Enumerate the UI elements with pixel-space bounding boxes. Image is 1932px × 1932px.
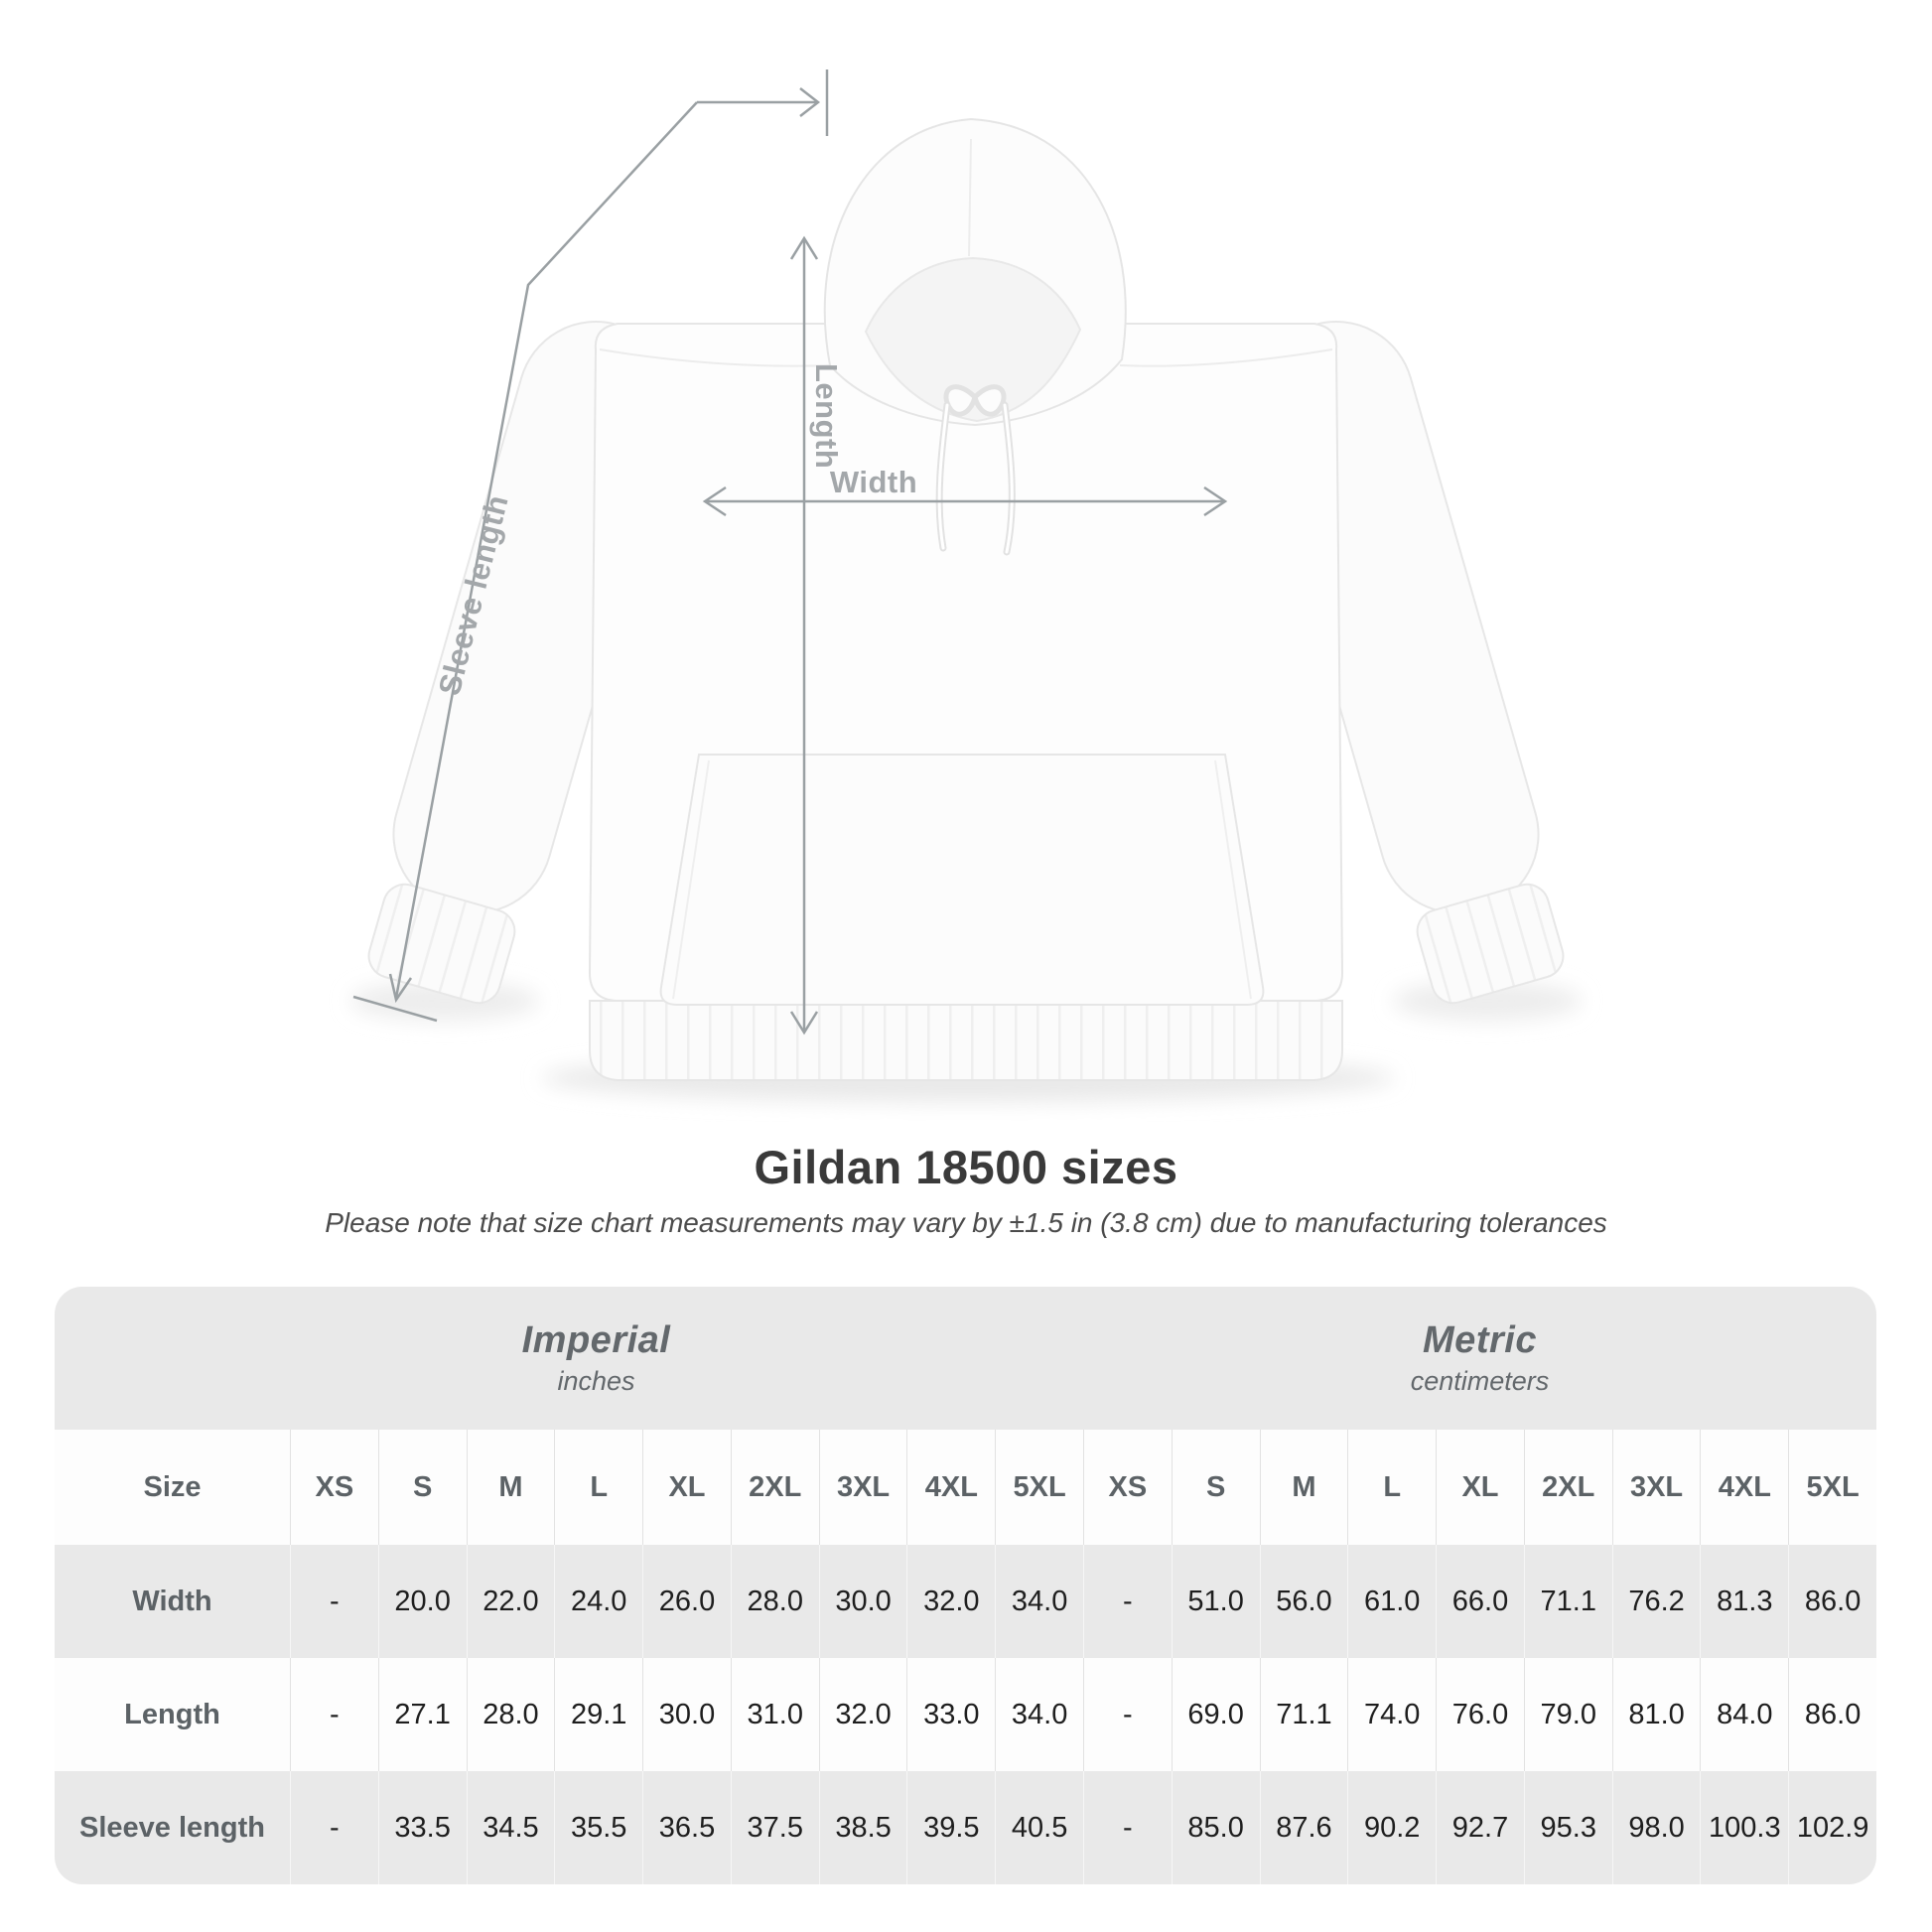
- value-cell: 34.0: [995, 1658, 1083, 1771]
- value-cell: 30.0: [642, 1658, 731, 1771]
- size-header-cell: 5XL: [995, 1430, 1083, 1545]
- size-header-cell: XS: [290, 1430, 378, 1545]
- value-cell: -: [1083, 1771, 1172, 1884]
- value-cell: 38.5: [819, 1771, 907, 1884]
- size-header-cell: S: [1172, 1430, 1260, 1545]
- size-header-cell: 3XL: [1612, 1430, 1701, 1545]
- value-cell: 71.1: [1260, 1658, 1348, 1771]
- row-label-cell: Width: [132, 1585, 212, 1617]
- value-cell: -: [290, 1658, 378, 1771]
- metric-label: Metric: [1423, 1319, 1537, 1361]
- value-cell: 40.5: [995, 1771, 1083, 1884]
- sleeve-length-label: Sleeve length: [431, 490, 515, 699]
- size-header-cell: 2XL: [731, 1430, 819, 1545]
- value-cell: -: [290, 1545, 378, 1658]
- value-cell: 22.0: [467, 1545, 555, 1658]
- size-header-cell: 5XL: [1788, 1430, 1876, 1545]
- value-cell: 79.0: [1524, 1658, 1612, 1771]
- size-header-cell: XL: [642, 1430, 731, 1545]
- value-cell: 92.7: [1436, 1771, 1524, 1884]
- size-header-cell: XS: [1083, 1430, 1172, 1545]
- row-label-cell: Length: [124, 1698, 220, 1730]
- imperial-unit: inches: [557, 1366, 635, 1396]
- size-table: [55, 1287, 1876, 1884]
- size-header-cell: 4XL: [906, 1430, 995, 1545]
- value-cell: 98.0: [1612, 1771, 1701, 1884]
- value-cell: 71.1: [1524, 1545, 1612, 1658]
- size-header-cell: M: [467, 1430, 555, 1545]
- imperial-label: Imperial: [521, 1319, 671, 1361]
- value-cell: 90.2: [1347, 1771, 1436, 1884]
- value-cell: 76.2: [1612, 1545, 1701, 1658]
- value-cell: -: [290, 1771, 378, 1884]
- value-cell: 81.0: [1612, 1658, 1701, 1771]
- imperial-group-header: [55, 1287, 1083, 1430]
- value-cell: 36.5: [642, 1771, 731, 1884]
- value-cell: 86.0: [1788, 1545, 1876, 1658]
- size-header-cell: S: [378, 1430, 467, 1545]
- value-cell: 33.0: [906, 1658, 995, 1771]
- value-cell: 87.6: [1260, 1771, 1348, 1884]
- value-cell: 29.1: [554, 1658, 642, 1771]
- value-cell: 39.5: [906, 1771, 995, 1884]
- value-cell: 56.0: [1260, 1545, 1348, 1658]
- hoodie-pocket: [661, 755, 1264, 1005]
- value-cell: 20.0: [378, 1545, 467, 1658]
- value-cell: 86.0: [1788, 1658, 1876, 1771]
- page-subtitle: Please note that size chart measurements may vary by ±1.5 in (3.8 cm) due to manufacturing tolerances: [325, 1207, 1607, 1238]
- value-cell: 95.3: [1524, 1771, 1612, 1884]
- size-header-cell: L: [554, 1430, 642, 1545]
- value-cell: 26.0: [642, 1545, 731, 1658]
- size-header-cell: M: [1260, 1430, 1348, 1545]
- value-cell: 61.0: [1347, 1545, 1436, 1658]
- table-row: [55, 1545, 1876, 1658]
- value-cell: 27.1: [378, 1658, 467, 1771]
- value-cell: 28.0: [731, 1545, 819, 1658]
- width-label: Width: [829, 465, 918, 499]
- size-column-label: Size: [143, 1470, 202, 1503]
- value-cell: 34.5: [467, 1771, 555, 1884]
- size-header-row: [55, 1430, 1876, 1545]
- hoodie-illustration: [352, 119, 1580, 1080]
- value-cell: 76.0: [1436, 1658, 1524, 1771]
- page-title: Gildan 18500 sizes: [754, 1141, 1178, 1193]
- metric-group-header: [1083, 1287, 1876, 1430]
- value-cell: 85.0: [1172, 1771, 1260, 1884]
- value-cell: 31.0: [731, 1658, 819, 1771]
- value-cell: 84.0: [1700, 1658, 1788, 1771]
- table-body: [55, 1545, 1876, 1884]
- value-cell: 34.0: [995, 1545, 1083, 1658]
- size-header-cell: 4XL: [1700, 1430, 1788, 1545]
- value-cell: 100.3: [1700, 1771, 1788, 1884]
- hoodie-hem: [590, 1001, 1342, 1080]
- value-cell: -: [1083, 1658, 1172, 1771]
- metric-unit: centimeters: [1410, 1366, 1550, 1396]
- length-label: Length: [809, 363, 844, 470]
- value-cell: 32.0: [819, 1658, 907, 1771]
- table-row: [55, 1771, 1876, 1884]
- value-cell: 81.3: [1700, 1545, 1788, 1658]
- value-cell: 102.9: [1788, 1771, 1876, 1884]
- size-header-cell: 2XL: [1524, 1430, 1612, 1545]
- unit-header-row: [55, 1287, 1876, 1430]
- value-cell: 30.0: [819, 1545, 907, 1658]
- value-cell: 37.5: [731, 1771, 819, 1884]
- value-cell: 74.0: [1347, 1658, 1436, 1771]
- value-cell: 33.5: [378, 1771, 467, 1884]
- value-cell: 28.0: [467, 1658, 555, 1771]
- size-header-cell: 3XL: [819, 1430, 907, 1545]
- value-cell: 51.0: [1172, 1545, 1260, 1658]
- size-header-cell: L: [1347, 1430, 1436, 1545]
- value-cell: 69.0: [1172, 1658, 1260, 1771]
- value-cell: 24.0: [554, 1545, 642, 1658]
- value-cell: -: [1083, 1545, 1172, 1658]
- value-cell: 35.5: [554, 1771, 642, 1884]
- value-cell: 66.0: [1436, 1545, 1524, 1658]
- size-header-cell: XL: [1436, 1430, 1524, 1545]
- row-label-cell: Sleeve length: [79, 1811, 265, 1844]
- table-row: [55, 1658, 1876, 1771]
- value-cell: 32.0: [906, 1545, 995, 1658]
